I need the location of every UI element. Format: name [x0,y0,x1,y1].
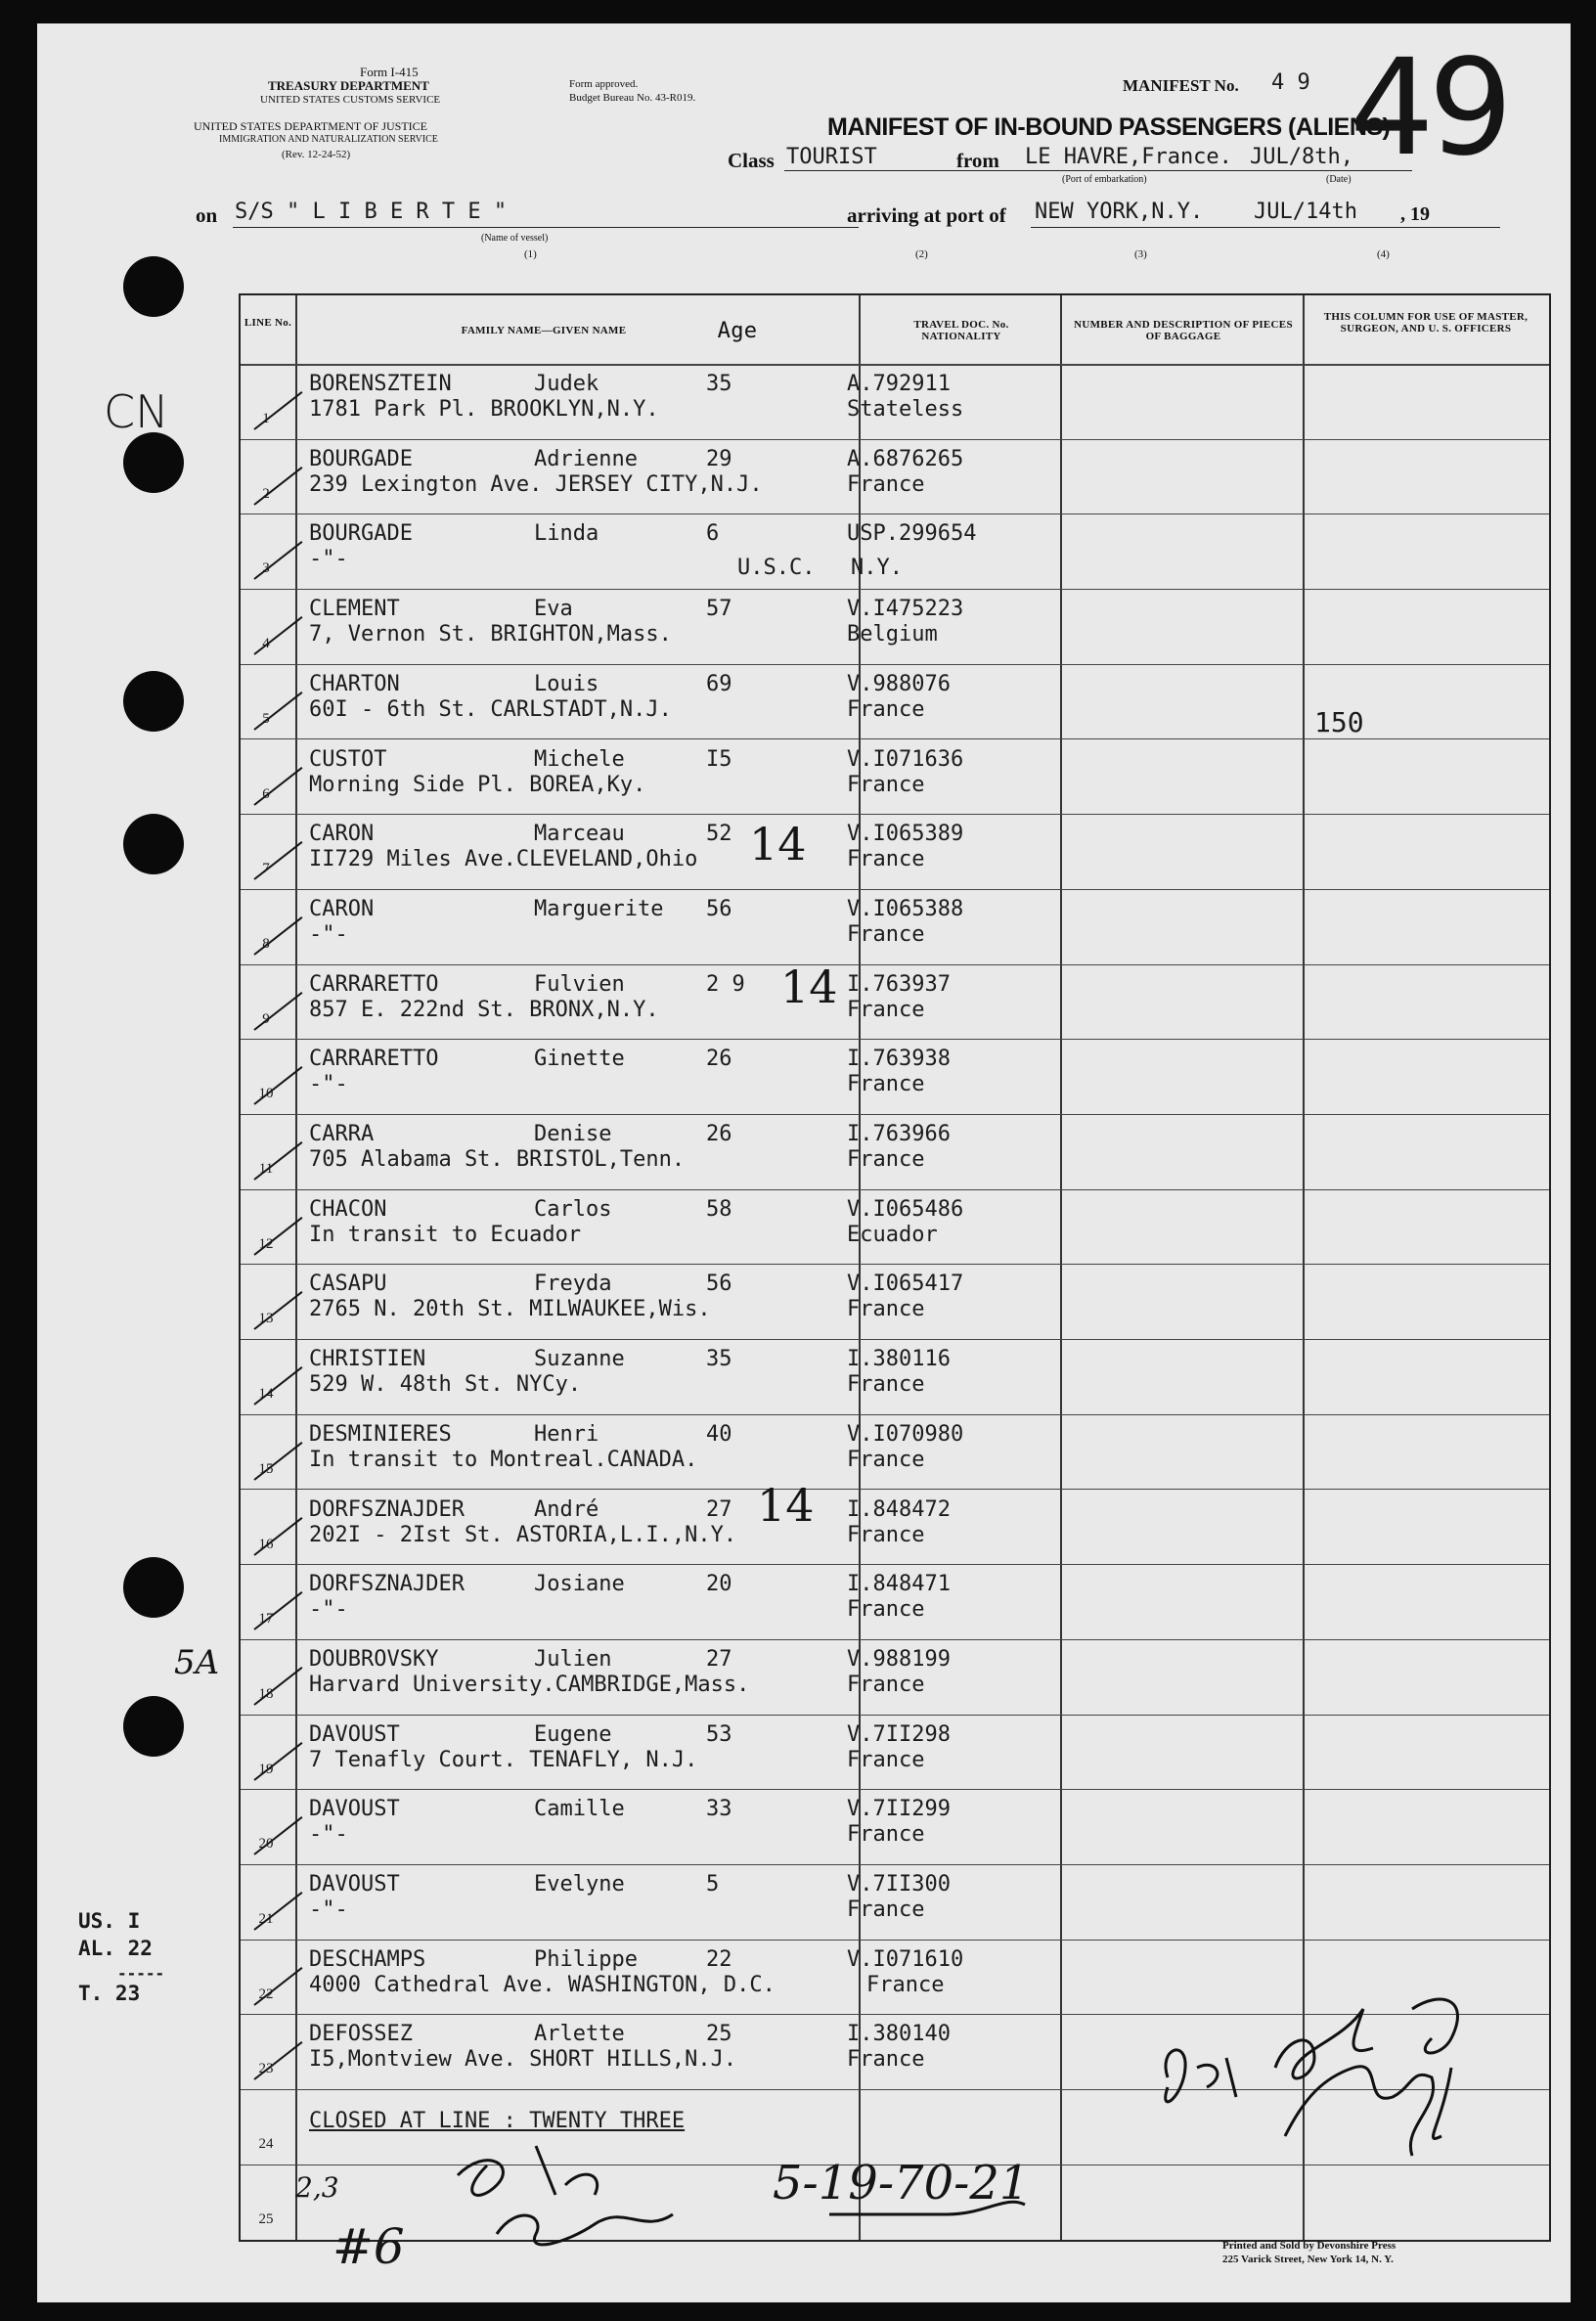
line-number: 7 [262,861,270,877]
col-age-header: Age [717,319,758,343]
arriving-label: arriving at port of [847,203,1006,227]
travel-doc: I.763966 [847,1122,951,1146]
vessel-name: S/S " L I B E R T E " [235,200,508,224]
nationality: France [847,1297,925,1322]
address: 529 W. 48th St. NYCy. [309,1372,582,1398]
line-number: 17 [258,1611,274,1628]
table-row [241,589,1549,664]
travel-doc: V.I071610 [847,1946,964,1972]
table-row [241,439,1549,514]
hand-bottom-1: 2,3 [295,2171,339,2204]
travel-doc: V.I065486 [847,1196,964,1222]
arrival-date: JUL/14th [1254,200,1357,224]
hand-bottom-3: 5-19-70-21 [773,2156,1030,2210]
table-row [241,1490,1549,1565]
col-number-2: (2) [915,248,928,260]
travel-doc: V.I065388 [847,896,964,921]
line-number: 12 [258,1235,274,1252]
manifest-no-label: MANIFEST No. [1123,76,1239,95]
given-name: Denise [534,1122,612,1146]
table-row [241,814,1549,889]
margin-cn: CN [104,385,169,438]
travel-doc: I.848472 [847,1496,951,1522]
family-name: CUSTOT [309,746,387,772]
travel-doc: A.6876265 [847,446,964,471]
age: 20 [706,1572,732,1597]
budget-bureau: Budget Bureau No. 43-R019. [569,92,696,104]
line-number: 5 [262,710,270,727]
nationality: Ecuador [847,1222,938,1247]
age: 29 [706,446,732,471]
hand-row16: 14 [757,1479,815,1532]
arrival-port: NEW YORK,N.Y. [1035,200,1204,224]
address: 857 E. 222nd St. BRONX,N.Y. [309,997,659,1022]
age: 26 [706,1122,732,1146]
stamp-150: 150 [1314,706,1364,738]
given-name: Camille [534,1797,625,1822]
table-row [241,1864,1549,1940]
nationality: France [847,1072,925,1097]
usc-text: U.S.C. [737,556,816,580]
age: 56 [706,896,732,921]
age: 27 [706,1496,732,1522]
family-name: CARON [309,896,375,921]
col-number-4: (4) [1377,248,1390,260]
family-name: DESMINIERES [309,1421,452,1447]
margin-al: AL. 22 [78,1937,153,1960]
address: -"- [309,547,348,572]
address: Morning Side Pl. BOREA,Ky. [309,772,646,797]
nationality: France [866,1972,945,1997]
on-ss-label: on [196,203,218,227]
family-name: CLEMENT [309,597,400,622]
col-number-1: (1) [524,248,537,260]
col-number-3: (3) [1134,248,1147,260]
family-name: CLOSED AT LINE : TWENTY THREE [309,2109,686,2134]
address: 60I - 6th St. CARLSTADT,N.J. [309,696,672,722]
from-label: from [956,149,999,172]
vessel-value: " L I B E R T E " [286,200,508,224]
family-name: CHARTON [309,671,400,696]
manifest-title: MANIFEST OF IN-BOUND PASSENGERS (ALIENS) [827,113,1391,141]
family-name: BOURGADE [309,446,413,471]
age: 35 [706,1347,732,1372]
family-name: CARRARETTO [309,971,439,997]
margin-us: US. I [78,1909,141,1933]
printer-line-1: Printed and Sold by Devonshire Press [1222,2240,1396,2252]
address: -"- [309,921,348,947]
binder-hole [123,432,184,493]
given-name: Fulvien [534,971,625,997]
given-name: Suzanne [534,1347,625,1372]
given-name: Freyda [534,1272,612,1297]
address: 4000 Cathedral Ave. WASHINGTON, D.C. [309,1972,776,1997]
nationality: France [847,997,925,1022]
class-rule [784,170,1412,171]
age: 53 [706,1721,732,1747]
travel-doc: V.I065417 [847,1272,964,1297]
table-row [241,1039,1549,1114]
nationality: Belgium [847,622,938,647]
table-row [241,1114,1549,1189]
nationality: France [847,2047,925,2073]
family-name: BORENSZTEIN [309,372,452,396]
family-name: DAVOUST [309,1721,400,1747]
family-name: DORFSZNAJDER [309,1572,465,1597]
family-name: CARRA [309,1122,375,1146]
col-name-header: FAMILY NAME—GIVEN NAME [461,325,627,336]
nationality: France [847,1447,925,1472]
given-name: Ginette [534,1047,625,1072]
age: 25 [706,2022,732,2047]
nationality: France [847,471,925,497]
table-row [241,1564,1549,1639]
table-row [241,364,1549,439]
nationality: France [847,1672,925,1697]
travel-doc: I.848471 [847,1572,951,1597]
line-number: 13 [258,1311,274,1327]
age: 56 [706,1272,732,1297]
col-doc-header: TRAVEL DOC. No. NATIONALITY [913,319,1009,342]
given-name: Julien [534,1646,612,1672]
line-number: 21 [258,1911,274,1927]
address: 7 Tenafly Court. TENAFLY, N.J. [309,1747,698,1772]
binder-hole [123,814,184,874]
big-manifest-number: 49 [1350,31,1508,186]
table-row [241,1264,1549,1339]
table-row [241,1715,1549,1790]
nationality: France [847,1822,925,1848]
line-number: 8 [262,935,270,952]
line-number: 18 [258,1685,274,1702]
address: 705 Alabama St. BRISTOL,Tenn. [309,1147,686,1172]
family-name: DESCHAMPS [309,1946,426,1972]
given-name: Adrienne [534,446,638,471]
family-name: CHACON [309,1196,387,1222]
age: 6 [706,521,720,547]
line-number: 4 [262,636,270,652]
travel-doc: A.792911 [847,372,951,396]
ny-text: N.Y. [851,556,903,580]
arrival-year: , 19 [1400,203,1430,225]
given-name: André [534,1496,599,1522]
family-name: CARON [309,822,375,847]
travel-doc: USP.299654 [847,521,977,547]
binder-hole [123,1696,184,1757]
address: 7, Vernon St. BRIGHTON,Mass. [309,622,672,647]
line-number: 15 [258,1460,274,1477]
nationality: France [847,772,925,797]
margin-5a: 5A [174,1643,220,1682]
nationality: France [847,1897,925,1922]
line-number: 3 [262,560,270,577]
age: 35 [706,372,732,396]
travel-doc: V.7II299 [847,1797,951,1822]
embarkation-note: (Port of embarkation) [1062,174,1147,185]
family-name: CARRARETTO [309,1047,439,1072]
bottom-scribble [340,2126,1142,2263]
address: -"- [309,1822,348,1848]
table-row [241,964,1549,1040]
family-name: CASAPU [309,1272,387,1297]
address: I5,Montview Ave. SHORT HILLS,N.J. [309,2047,737,2073]
nationality: France [847,696,925,722]
manifest-page [37,23,1571,2302]
line-number: 6 [262,785,270,802]
treasury-dept: TREASURY DEPARTMENT [268,78,429,93]
line-number: 10 [258,1086,274,1102]
line-number: 14 [258,1386,274,1403]
given-name: Judek [534,372,599,396]
binder-hole [123,671,184,732]
customs-service: UNITED STATES CUSTOMS SERVICE [260,94,441,106]
line-number: 9 [262,1010,270,1027]
age: 5 [706,1872,720,1897]
address: In transit to Ecuador [309,1222,582,1247]
nationality: France [847,1747,925,1772]
family-name: DAVOUST [309,1797,400,1822]
printer-line-2: 225 Varick Street, New York 14, N. Y. [1222,2254,1394,2265]
given-name: Philippe [534,1946,638,1972]
line-number: 1 [262,411,270,426]
travel-doc: I.763938 [847,1047,951,1072]
table-row [241,1189,1549,1265]
given-name: Arlette [534,2022,625,2047]
family-name: DAVOUST [309,1872,400,1897]
age: 57 [706,597,732,622]
travel-doc: V.988076 [847,671,951,696]
departure-date: JUL/8th, [1250,145,1353,169]
nationality: France [847,1372,925,1398]
form-approved: Form approved. [569,78,639,90]
family-name: DORFSZNAJDER [309,1496,465,1522]
travel-doc: V.7II298 [847,1721,951,1747]
margin-dash: ----- [117,1964,165,1983]
given-name: Eva [534,597,573,622]
family-name: BOURGADE [309,521,413,547]
arrival-rule [1031,227,1500,228]
age: 40 [706,1421,732,1447]
age: 27 [706,1646,732,1672]
class-label: Class [728,149,775,172]
travel-doc: V.I070980 [847,1421,964,1447]
given-name: Marceau [534,822,625,847]
vessel-rule [233,227,859,228]
address: 2765 N. 20th St. MILWAUKEE,Wis. [309,1297,711,1322]
address: 202I - 2Ist St. ASTORIA,L.I.,N.Y. [309,1522,737,1547]
given-name: Louis [534,671,599,696]
hand-row7: 14 [749,818,807,870]
address: -"- [309,1897,348,1922]
table-row [241,1789,1549,1864]
given-name: Henri [534,1421,599,1447]
age: 69 [706,671,732,696]
age: 26 [706,1047,732,1072]
margin-t: T. 23 [78,1982,141,2005]
travel-doc: V.I065389 [847,822,964,847]
date-note: (Date) [1326,174,1352,185]
hand-row9: 14 [780,960,838,1013]
address: -"- [309,1597,348,1623]
given-name: Linda [534,521,599,547]
given-name: Carlos [534,1196,612,1222]
address: Harvard University.CAMBRIDGE,Mass. [309,1672,750,1697]
travel-doc: I.763937 [847,971,951,997]
nationality: France [847,1597,925,1623]
given-name: Josiane [534,1572,625,1597]
age: 2 9 [706,971,745,997]
given-name: Marguerite [534,896,664,921]
age: 58 [706,1196,732,1222]
family-name: CHRISTIEN [309,1347,426,1372]
manifest-no: 4 9 [1271,70,1310,95]
address: -"- [309,1072,348,1097]
table-row [241,1339,1549,1414]
travel-doc: V.I071636 [847,746,964,772]
table-row [241,1414,1549,1490]
table-row [241,739,1549,815]
family-name: DEFOSSEZ [309,2022,413,2047]
officer-signature [1129,1950,1559,2185]
from-port: LE HAVRE,France. [1025,145,1232,169]
nationality: France [847,1522,925,1547]
justice-dept: UNITED STATES DEPARTMENT OF JUSTICE [194,119,428,133]
line-number: 23 [258,2061,274,2077]
address: In transit to Montreal.CANADA. [309,1447,698,1472]
nationality: France [847,921,925,947]
table-row [241,889,1549,964]
nationality: Stateless [847,397,964,422]
line-number: 25 [258,2210,274,2227]
age: I5 [706,746,732,772]
line-number: 2 [262,485,270,502]
col-officers-header: THIS COLUMN FOR USE OF MASTER, SURGEON, AND U. S. OFFICERS [1323,311,1529,335]
address: 1781 Park Pl. BROOKLYN,N.Y. [309,397,659,422]
col-baggage-header: NUMBER AND DESCRIPTION OF PIECES OF BAGGAGE [1074,319,1293,342]
binder-hole [123,1557,184,1618]
col-line-header: LINE No. [244,317,292,329]
form-number: Form I-415 [360,65,419,79]
age: 52 [706,822,732,847]
travel-doc: V.7II300 [847,1872,951,1897]
line-number: 11 [258,1161,274,1177]
class-value: TOURIST [786,145,877,169]
travel-doc: I.380116 [847,1347,951,1372]
given-name: Evelyne [534,1872,625,1897]
address: 239 Lexington Ave. JERSEY CITY,N.J. [309,471,763,497]
travel-doc: V.I475223 [847,597,964,622]
given-name: Michele [534,746,625,772]
form-revision: (Rev. 12-24-52) [282,149,351,160]
given-name: Eugene [534,1721,612,1747]
travel-doc: I.380140 [847,2022,951,2047]
address: II729 Miles Ave.CLEVELAND,Ohio [309,847,698,872]
line-number: 19 [258,1761,274,1777]
age: 22 [706,1946,732,1972]
age: 33 [706,1797,732,1822]
ins-service: IMMIGRATION AND NATURALIZATION SERVICE [219,134,438,145]
line-number: 24 [258,2136,274,2153]
line-number: 22 [258,1986,274,2002]
nationality: France [847,1147,925,1172]
binder-hole [123,256,184,317]
line-number: 16 [258,1536,274,1552]
hand-bottom-2: #6 [332,2218,405,2275]
travel-doc: V.988199 [847,1646,951,1672]
nationality: France [847,847,925,872]
line-number: 20 [258,1836,274,1852]
vessel-note: (Name of vessel) [481,233,549,244]
family-name: DOUBROVSKY [309,1646,439,1672]
table-row [241,1639,1549,1715]
